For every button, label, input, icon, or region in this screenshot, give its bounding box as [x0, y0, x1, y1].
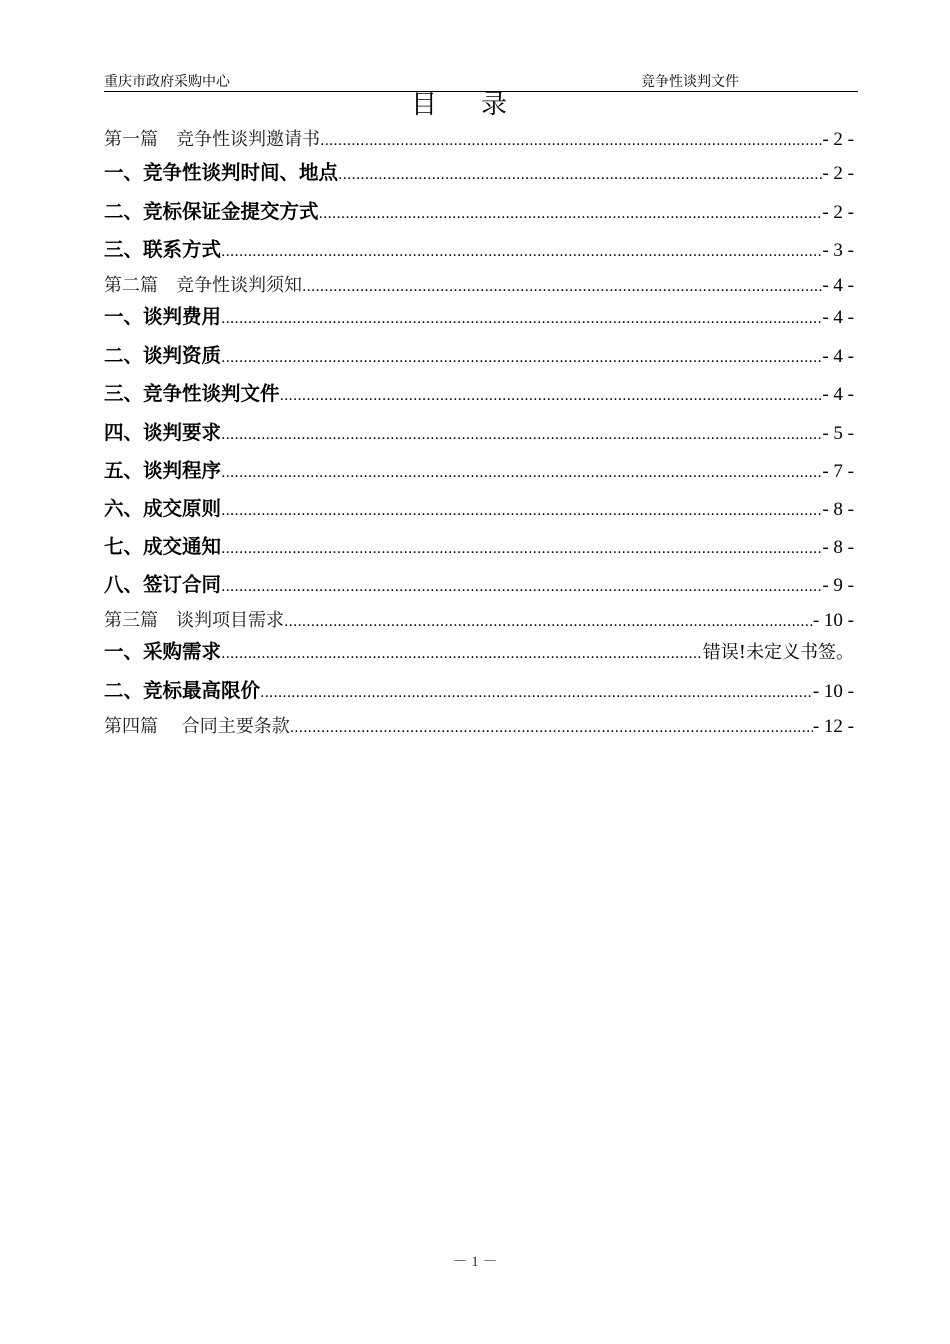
- toc-entry-label: 二、竞标保证金提交方式: [104, 200, 319, 223]
- toc-entry-label: 一、谈判费用: [104, 305, 222, 328]
- toc-entry-page: - 5 -: [822, 423, 854, 444]
- toc-part-entry[interactable]: [104, 712, 854, 738]
- toc-dot-leader: [221, 350, 822, 366]
- toc-entry-page: - 10 -: [812, 610, 854, 631]
- toc-entry-label: 八、签订合同: [104, 573, 222, 596]
- toc-entry-label: 二、竞标最高限价: [104, 679, 261, 702]
- toc-dot-leader: [320, 133, 822, 149]
- header-document-title: 竞争性谈判文件: [641, 74, 739, 90]
- toc-section-entry[interactable]: [104, 340, 854, 368]
- toc-part-entry[interactable]: [104, 271, 854, 297]
- toc-part-entry[interactable]: [104, 125, 854, 151]
- toc-section-entry[interactable]: [104, 569, 854, 597]
- toc-entry-label: 六、成交原则: [104, 497, 222, 520]
- toc-dot-leader: [221, 579, 822, 595]
- toc-entry-page: - 3 -: [822, 240, 854, 261]
- toc-dot-leader: [221, 541, 822, 557]
- toc-entry-label: 第三篇 谈判项目需求: [104, 610, 284, 631]
- toc-entry-page: - 8 -: [822, 537, 854, 558]
- toc-dot-leader: [338, 167, 822, 183]
- toc-dot-leader: [319, 206, 823, 222]
- toc-dot-leader: [221, 427, 822, 443]
- toc-entry-page: - 4 -: [822, 275, 854, 296]
- toc-entry-label: 第一篇 竞争性谈判邀请书: [104, 129, 320, 150]
- toc-dot-leader: [260, 685, 813, 701]
- toc-dot-leader: [221, 503, 822, 519]
- toc-dot-leader: [221, 311, 822, 327]
- page-number: － 1 －: [452, 1254, 498, 1270]
- toc-dot-leader: [221, 244, 822, 260]
- toc-section-entry[interactable]: [104, 301, 854, 329]
- toc-entry-page: - 10 -: [812, 681, 854, 702]
- toc-entry-page: - 8 -: [822, 499, 854, 520]
- toc-section-entry[interactable]: [104, 531, 854, 559]
- toc-section-entry[interactable]: [104, 675, 854, 703]
- toc-section-entry[interactable]: [104, 417, 854, 445]
- toc-dot-leader: [221, 465, 822, 481]
- toc-section-entry[interactable]: [104, 234, 854, 262]
- toc-entry-label: 三、竞争性谈判文件: [104, 382, 280, 405]
- toc-dot-leader: [280, 388, 823, 404]
- toc-entry-label: 七、成交通知: [104, 535, 222, 558]
- toc-entry-label: 一、竞争性谈判时间、地点: [104, 161, 339, 184]
- toc-entry-page: - 9 -: [822, 575, 854, 596]
- toc-section-entry[interactable]: [104, 636, 854, 664]
- toc-entry-page: 错误!未定义书签。: [702, 642, 854, 663]
- toc-section-entry[interactable]: [104, 157, 854, 185]
- toc-entry-page: - 2 -: [822, 129, 854, 150]
- toc-entry-page: - 2 -: [822, 202, 854, 223]
- toc-entry-page: - 7 -: [822, 461, 854, 482]
- toc-entry-label: 三、联系方式: [104, 238, 222, 261]
- toc-entry-page: - 4 -: [822, 346, 854, 367]
- toc-entry-label: 五、谈判程序: [104, 459, 222, 482]
- toc-entry-label: 第二篇 竞争性谈判须知: [104, 275, 302, 296]
- toc-entry-page: - 4 -: [822, 307, 854, 328]
- toc-entry-page: - 4 -: [822, 384, 854, 405]
- toc-entry-page: - 12 -: [812, 716, 854, 737]
- toc-part-entry[interactable]: [104, 606, 854, 632]
- toc-entry-label: 第四篇 合同主要条款: [104, 716, 290, 737]
- toc-section-entry[interactable]: [104, 196, 854, 224]
- toc-dot-leader: [290, 720, 813, 736]
- header-organization: 重庆市政府采购中心: [104, 74, 230, 90]
- toc-section-entry[interactable]: [104, 493, 854, 521]
- toc-section-entry[interactable]: [104, 378, 854, 406]
- toc-dot-leader: [284, 614, 813, 630]
- toc-entry-label: 二、谈判资质: [104, 344, 222, 367]
- toc-title: 目录: [410, 90, 551, 120]
- toc-entry-page: - 2 -: [822, 163, 854, 184]
- toc-dot-leader: [302, 279, 822, 295]
- toc-section-entry[interactable]: [104, 455, 854, 483]
- toc-entry-label: 一、采购需求: [104, 640, 222, 663]
- toc-dot-leader: [221, 646, 703, 662]
- toc-entry-label: 四、谈判要求: [104, 421, 222, 444]
